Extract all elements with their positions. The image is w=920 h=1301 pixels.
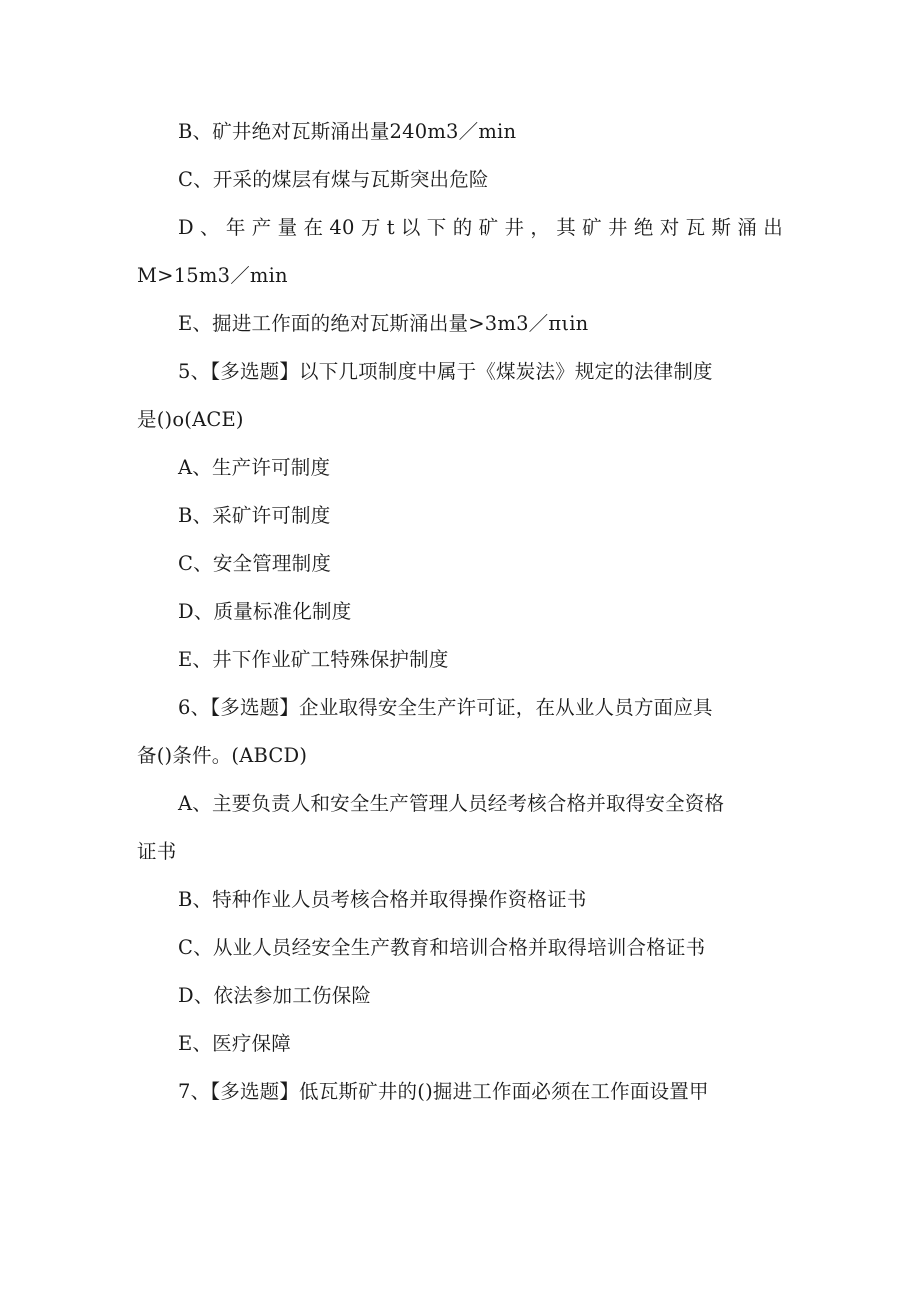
option-c-outburst-risk: C、开采的煤层有煤与瓦斯突出危险 bbox=[178, 168, 489, 191]
option-b-gas-emission: B、矿井绝对瓦斯涌出量240m3／min bbox=[178, 120, 517, 143]
question-5-text: 5、【多选题】以下几项制度中属于《煤炭法》规定的法律制度 bbox=[178, 360, 713, 383]
q6-option-a-continuation: 证书 bbox=[137, 840, 177, 863]
q6-option-e: E、医疗保障 bbox=[178, 1032, 291, 1055]
q6-option-c: C、从业人员经安全生产教育和培训合格并取得培训合格证书 bbox=[178, 936, 706, 959]
option-d-continuation: M>15m3／min bbox=[137, 264, 288, 287]
question-7-text: 7、【多选题】低瓦斯矿井的()掘进工作面必须在工作面设置甲 bbox=[178, 1080, 709, 1103]
option-e-heading-face: E、掘进工作面的绝对瓦斯涌出量>3m3／πιin bbox=[178, 312, 589, 335]
question-6-answer: 备()条件。(ABCD) bbox=[137, 744, 308, 767]
q6-option-b: B、特种作业人员考核合格并取得操作资格证书 bbox=[178, 888, 587, 911]
question-6-text: 6、【多选题】企业取得安全生产许可证，在从业人员方面应具 bbox=[178, 696, 713, 719]
q5-option-b: B、采矿许可制度 bbox=[178, 504, 331, 527]
q5-option-a: A、生产许可制度 bbox=[178, 456, 331, 479]
question-5-answer: 是()o(ACE) bbox=[137, 408, 244, 431]
q6-option-a: A、主要负责人和安全生产管理人员经考核合格并取得安全资格 bbox=[178, 792, 725, 815]
q5-option-e: E、井下作业矿工特殊保护制度 bbox=[178, 648, 449, 671]
q6-option-d: D、依法参加工伤保险 bbox=[178, 984, 372, 1007]
q5-option-d: D、质量标准化制度 bbox=[178, 600, 352, 623]
option-d-annual-output: D、年产量在40万t以下的矿井，其矿井绝对瓦斯涌出 bbox=[178, 216, 783, 239]
q5-option-c: C、安全管理制度 bbox=[178, 552, 332, 575]
